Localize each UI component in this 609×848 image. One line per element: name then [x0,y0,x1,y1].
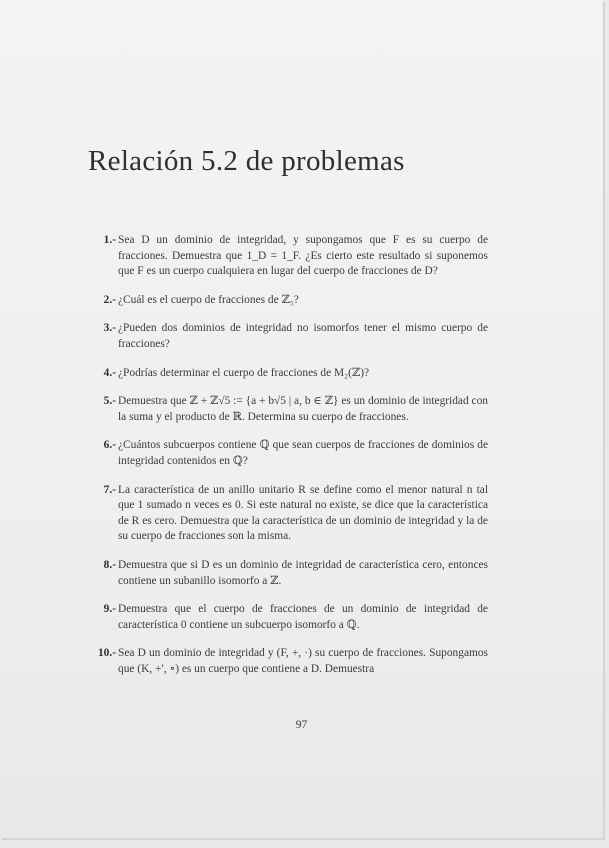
page-number: 97 [295,719,308,731]
problem-text: Sea D un dominio de integridad y (F, +, ·) su cuerpo de fracciones. Supongamos que (K, +′, ∘) es un cuerpo que contiene a D. Demuestra [118,647,488,675]
problem-item [88,321,488,352]
problem-text: La característica de un anillo unitario R se define como el menor natural n tal que 1 sumado n veces es 0. Si este natural no existe, se dice que la característica de R es cero. Demuestra que la característica de un dominio de integridad y la de su cuerpo de fracciones son la misma. [118,483,488,543]
problem-text: Demuestra que si D es un dominio de integridad de característica cero, entonces contiene un subanillo isomorfo a ℤ. [118,558,488,587]
problem-number: 5.- [103,395,116,408]
problem-item [88,558,488,589]
problem-text: ¿Cuántos subcuerpos contiene ℚ que sean cuerpos de fracciones de dominios de integridad contenidos en ℚ? [118,439,488,467]
page-title: Relación 5.2 de problemas [88,145,405,177]
problem-number: 7.- [103,483,116,496]
problem-text: Sea D un dominio de integridad, y supongamos que F es su cuerpo de fracciones. Demuestra que 1_D = 1_F. ¿Es cierto este resultado si suponemos que F es un cuerpo cualquiera en lugar del cuerpo de fracciones de D? [118,234,488,278]
problem-text: Demuestra que el cuerpo de fracciones de un dominio de integridad de característica 0 contiene un subcuerpo isomorfo a ℚ. [118,603,488,631]
problem-number: 1.- [103,234,116,246]
problem-item [88,366,488,382]
problem-list [88,233,488,690]
problem-text: ¿Pueden dos dominios de integridad no isomorfos tener el mismo cuerpo de fracciones? [118,322,488,350]
problem-item [88,233,488,280]
problem-item [88,293,488,309]
problem-text: Demuestra que ℤ + ℤ√5 := {a + b√5 | a, b ∈ ℤ} es un dominio de integridad con la suma y el producto de ℝ. Determina su cuerpo de fracciones. [118,395,488,423]
problem-number: 2.- [103,293,116,306]
problem-text: ¿Cuál es el cuerpo de fracciones de ℤ₅? [118,293,299,306]
problem-item [88,602,488,633]
problem-text: ¿Podrías determinar el cuerpo de fracciones de M₂(ℤ)? [118,366,370,379]
problem-number: 9.- [103,603,116,616]
problem-number: 3.- [103,322,116,335]
problem-item [88,394,488,425]
problem-item [88,646,488,677]
problem-item [88,438,488,469]
problem-number: 6.- [103,439,116,452]
problem-item [88,483,488,545]
problem-number: 8.- [103,558,116,571]
problem-number: 4.- [103,366,116,379]
problem-number: 10.- [97,647,116,660]
